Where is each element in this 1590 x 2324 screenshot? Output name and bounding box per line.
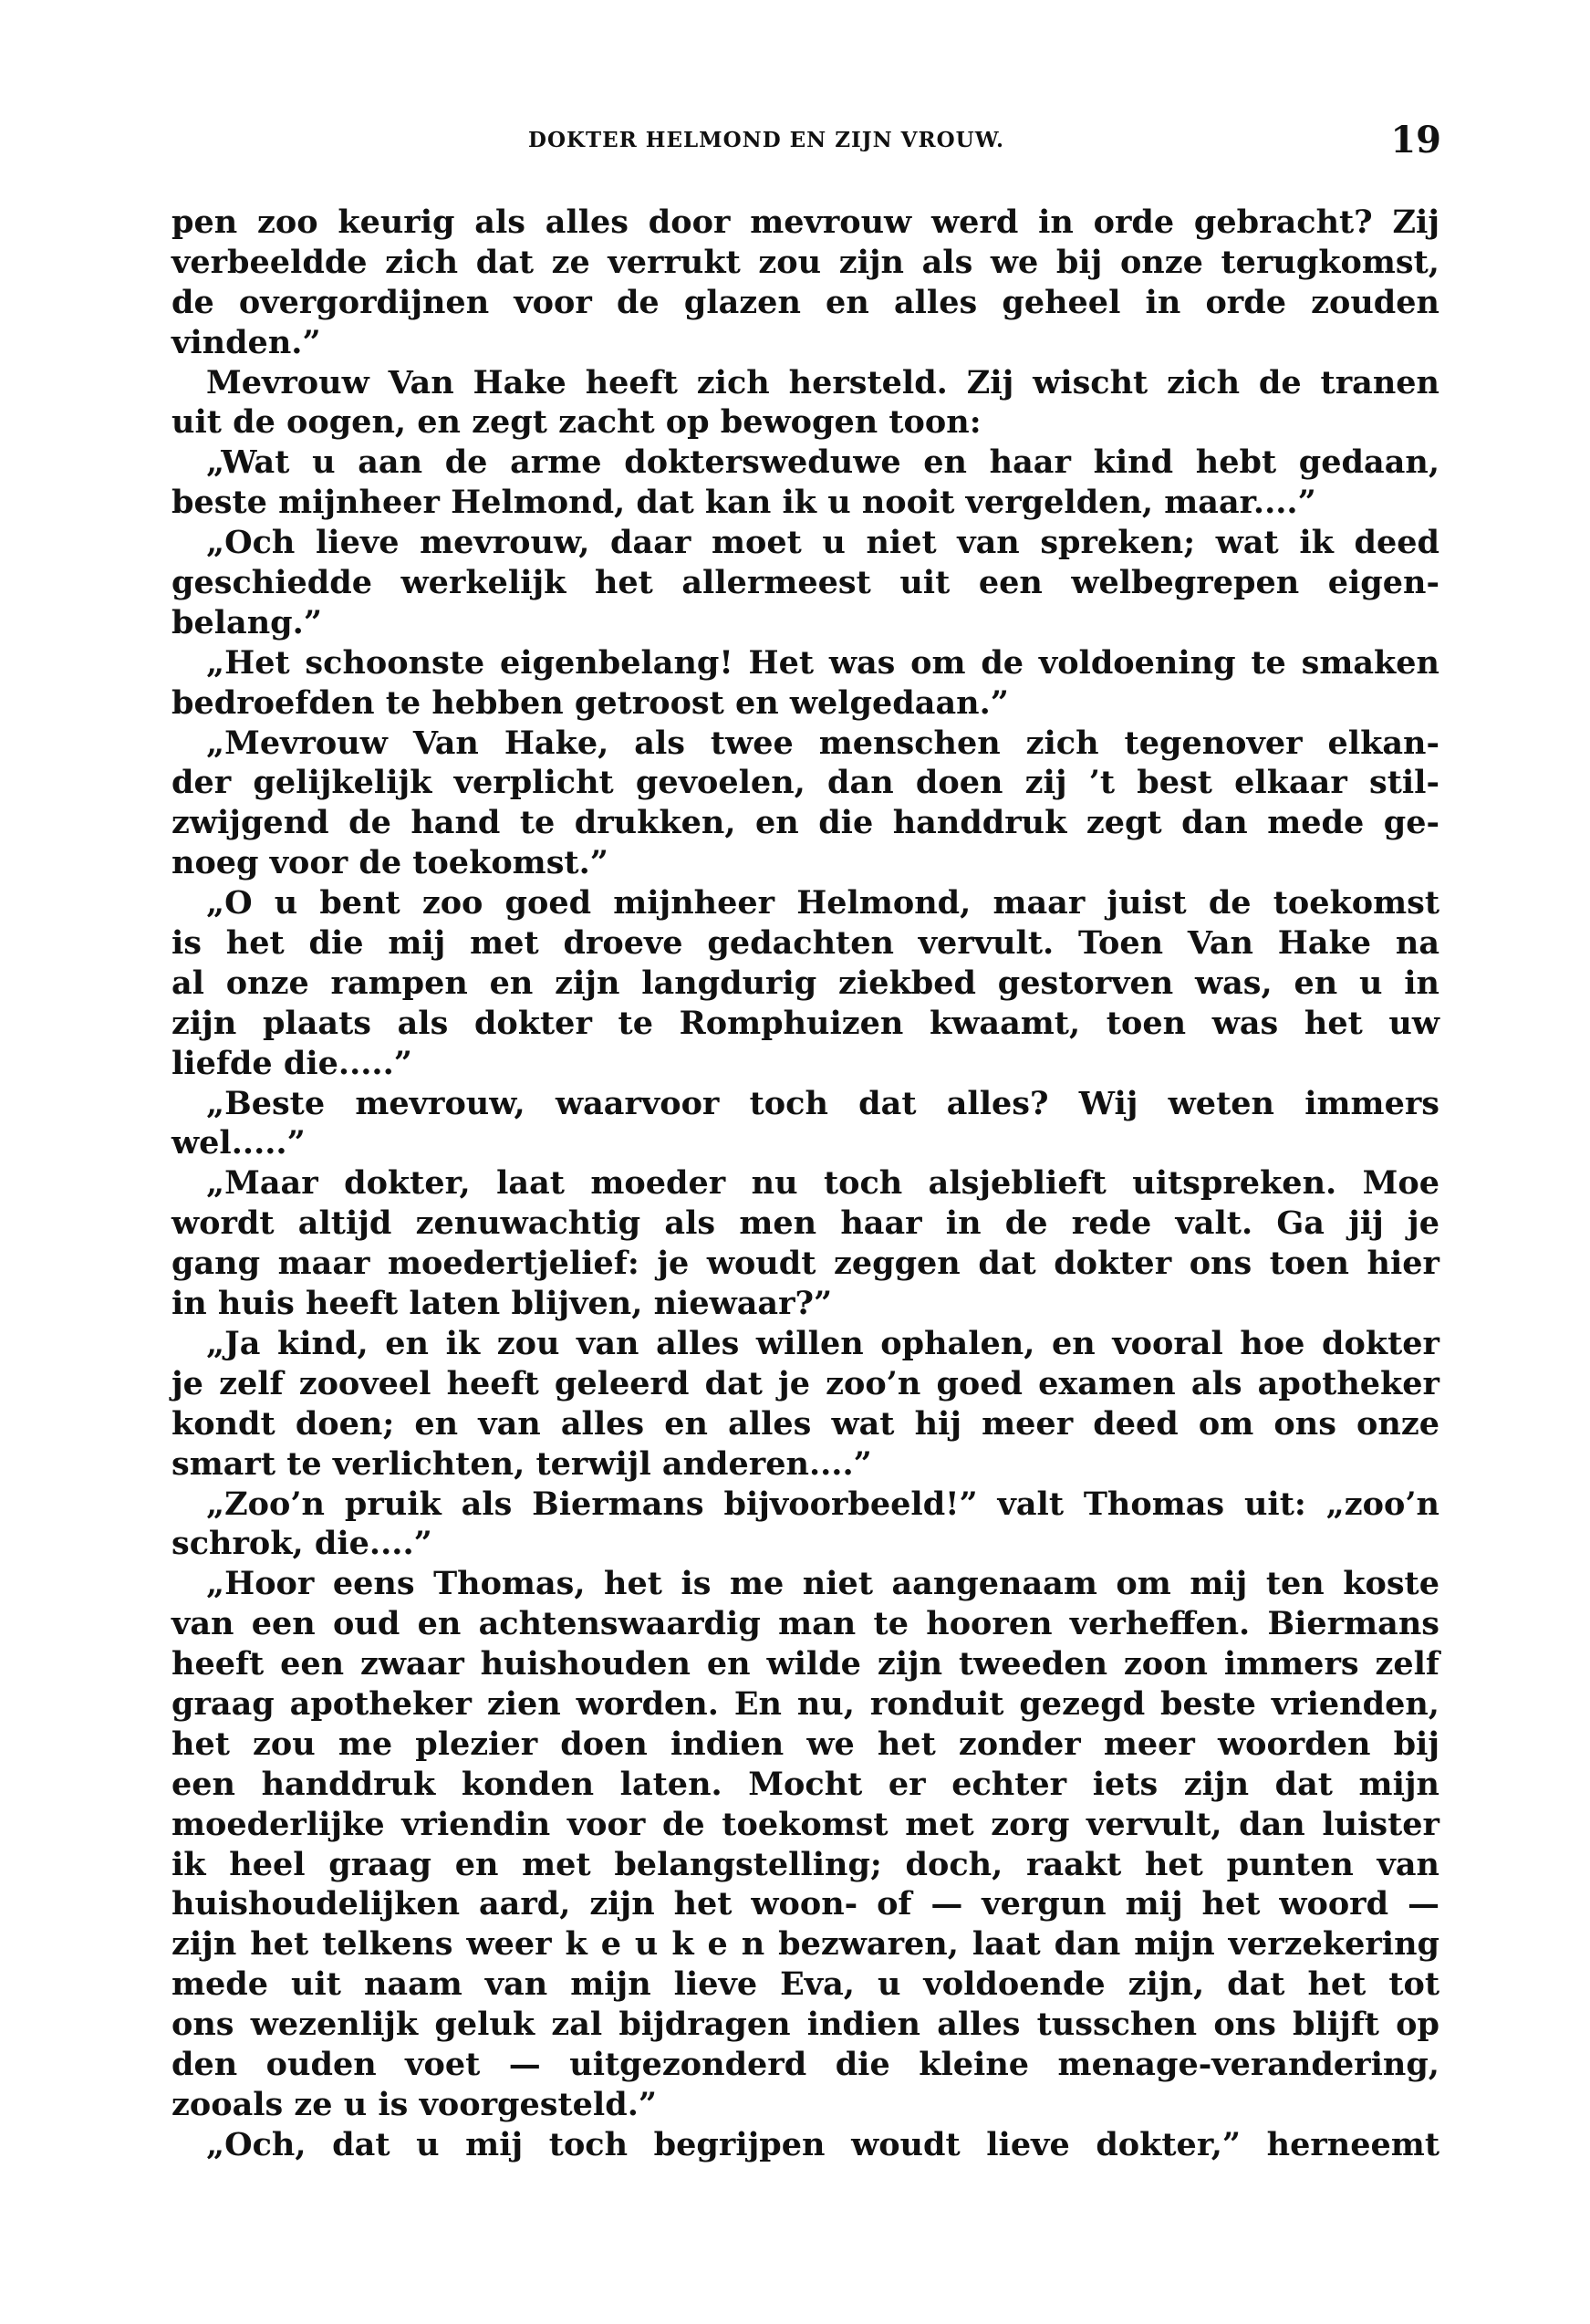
text-line (171, 323, 1439, 363)
text-line (171, 1964, 1439, 2005)
text-line (171, 1284, 1439, 1324)
text-line-content: „Och, dat u mij toch begrijpen woudt lieve dokter,” herneemt (206, 2125, 1439, 2163)
text-line-content: al onze rampen en zijn langdurig ziekbed gestorven was, en u in (171, 964, 1439, 1002)
text-line (171, 763, 1439, 803)
text-line-content: „Mevrouw Van Hake, als twee menschen zich tegenover elkan- (206, 724, 1439, 762)
text-line-content: van een oud en achtenswaardig man te hooren verheffen. Biermans (171, 1605, 1439, 1643)
text-line-content: pen zoo keurig als alles door mevrouw werd in orde gebracht? Zij (171, 203, 1439, 241)
text-line-content: smart te verlichten, terwijl anderen....” (171, 1444, 872, 1483)
text-line-content: liefde die.....” (171, 1044, 412, 1082)
text-line (171, 1805, 1439, 1845)
text-line (171, 1684, 1439, 1725)
text-line-content: der gelijkelijk verplicht gevoelen, dan doen zij ’t best elkaar stil- (171, 764, 1439, 802)
text-line (171, 443, 1439, 483)
text-line (171, 523, 1439, 563)
text-line (171, 563, 1439, 603)
text-line (171, 1204, 1439, 1244)
text-line-content: vinden.” (171, 323, 321, 361)
text-line (171, 1364, 1439, 1404)
page-number: 19 (1390, 119, 1441, 162)
text-line (171, 1404, 1439, 1444)
text-line-content: „Ja kind, en ik zou van alles willen ophalen, en vooral hoe dokter (206, 1324, 1439, 1362)
body-text (171, 203, 1439, 2165)
text-line (171, 1924, 1439, 1964)
text-line-content: moederlijke vriendin voor de toekomst met zorg vervult, dan luister (171, 1805, 1439, 1843)
text-line-content: de overgordijnen voor de glazen en alles geheel in orde zouden (171, 283, 1439, 321)
text-line-content: is het die mij met droeve gedachten vervult. Toen Van Hake na (171, 924, 1439, 963)
text-line (171, 1644, 1439, 1684)
text-line-content: zwijgend de hand te drukken, en die handdruk zegt dan mede ge- (171, 804, 1439, 842)
text-line-content: „Och lieve mevrouw, daar moet u niet van spreken; wat ik deed (206, 524, 1439, 562)
text-line-content: belang.” (171, 603, 322, 641)
text-line-content: je zelf zooveel heeft geleerd dat je zoo’n goed examen als apotheker (171, 1364, 1439, 1402)
text-line (171, 1524, 1439, 1564)
text-line-content: zijn plaats als dokter te Romphuizen kwaamt, toen was het uw (171, 1004, 1439, 1042)
text-line (171, 603, 1439, 643)
text-line-content: zijn het telkens weer k e u k e n bezwaren, laat dan mijn verzekering (171, 1925, 1439, 1964)
text-line (171, 843, 1439, 883)
text-line (171, 1123, 1439, 1163)
running-head: DOKTER HELMOND EN ZIJN VROUW. (528, 128, 1004, 152)
text-line (171, 1163, 1439, 1204)
text-line (171, 2045, 1439, 2085)
text-line-content: verbeeldde zich dat ze verrukt zou zijn als we bij onze terugkomst, (171, 243, 1439, 281)
text-line-content: het zou me plezier doen indien we het zonder meer woorden bij (171, 1725, 1439, 1763)
text-line-content: wordt altijd zenuwachtig als men haar in de rede valt. Ga jij je (171, 1204, 1439, 1243)
text-line-content: „Zoo’n pruik als Biermans bijvoorbeeld!” valt Thomas uit: „zoo’n (206, 1485, 1439, 1523)
text-line (171, 923, 1439, 964)
text-line (171, 483, 1439, 523)
text-line-content: gang maar moedertjelief: je woudt zeggen dat dokter ons toen hier (171, 1245, 1439, 1283)
text-line-content: uit de oogen, en zegt zacht op bewogen toon: (171, 403, 982, 442)
text-line-content: wel.....” (171, 1124, 306, 1162)
text-line (171, 1884, 1439, 1924)
text-line-content: huishoudelijken aard, zijn het woon- of — vergun mij het woord — (171, 1885, 1439, 1923)
text-line-content: „O u bent zoo goed mijnheer Helmond, maar juist de toekomst (206, 884, 1439, 922)
text-line (171, 402, 1439, 443)
text-line (171, 1004, 1439, 1044)
text-line (171, 1845, 1439, 1885)
text-line (171, 1044, 1439, 1084)
text-line (171, 1725, 1439, 1765)
text-line (171, 1244, 1439, 1284)
text-line-content: in huis heeft laten blijven, niewaar?” (171, 1285, 833, 1323)
text-line-content: geschiedde werkelijk het allermeest uit een welbegrepen eigen- (171, 564, 1439, 602)
text-line (171, 1485, 1439, 1525)
text-line (171, 1084, 1439, 1124)
text-line (171, 2125, 1439, 2165)
text-line (171, 203, 1439, 243)
text-line (171, 964, 1439, 1004)
text-line (171, 1765, 1439, 1805)
text-line (171, 243, 1439, 283)
text-line-content: ons wezenlijk geluk zal bijdragen indien alles tusschen ons blijft op (171, 2006, 1439, 2044)
text-line-content: „Beste mevrouw, waarvoor toch dat alles? Wij weten immers (206, 1084, 1439, 1122)
text-line-content: mede uit naam van mijn lieve Eva, u voldoende zijn, dat het tot (171, 1965, 1439, 2004)
text-line (171, 1444, 1439, 1485)
text-line-content: heeft een zwaar huishouden en wilde zijn tweeden zoon immers zelf (171, 1645, 1439, 1683)
text-line-content: schrok, die....” (171, 1525, 432, 1563)
text-line-content: een handdruk konden laten. Mocht er echter iets zijn dat mijn (171, 1765, 1439, 1803)
text-line (171, 883, 1439, 923)
text-line (171, 643, 1439, 683)
text-line (171, 1564, 1439, 1604)
text-line (171, 1604, 1439, 1644)
text-line-content: beste mijnheer Helmond, dat kan ik u nooit vergelden, maar....” (171, 484, 1316, 522)
text-line (171, 283, 1439, 323)
text-line-content: bedroefden te hebben getroost en welgedaan.” (171, 683, 1009, 722)
text-line-content: „Wat u aan de arme doktersweduwe en haar kind hebt gedaan, (206, 443, 1439, 482)
text-line (171, 2005, 1439, 2045)
text-line-content: graag apotheker zien worden. En nu, ronduit gezegd beste vrienden, (171, 1684, 1439, 1723)
text-line (171, 363, 1439, 403)
text-line (171, 803, 1439, 843)
text-line-content: kondt doen; en van alles en alles wat hij meer deed om ons onze (171, 1404, 1439, 1443)
text-line (171, 1324, 1439, 1364)
text-line-content: Mevrouw Van Hake heeft zich hersteld. Zij wischt zich de tranen (206, 363, 1439, 401)
text-line (171, 724, 1439, 764)
text-line-content: ik heel graag en met belangstelling; doch, raakt het punten van (171, 1845, 1439, 1883)
text-line-content: „Maar dokter, laat moeder nu toch alsjeblieft uitspreken. Moe (206, 1164, 1439, 1203)
text-line-content: zooals ze u is voorgesteld.” (171, 2085, 658, 2123)
text-line-content: „Hoor eens Thomas, het is me niet aangenaam om mij ten koste (206, 1565, 1439, 1603)
text-line-content: den ouden voet — uitgezonderd die kleine menage-verandering, (171, 2045, 1439, 2083)
text-line-content: noeg voor de toekomst.” (171, 844, 608, 882)
text-line-content: „Het schoonste eigenbelang! Het was om de voldoening te smaken (206, 643, 1439, 682)
text-line (171, 683, 1439, 724)
text-line (171, 2085, 1439, 2125)
